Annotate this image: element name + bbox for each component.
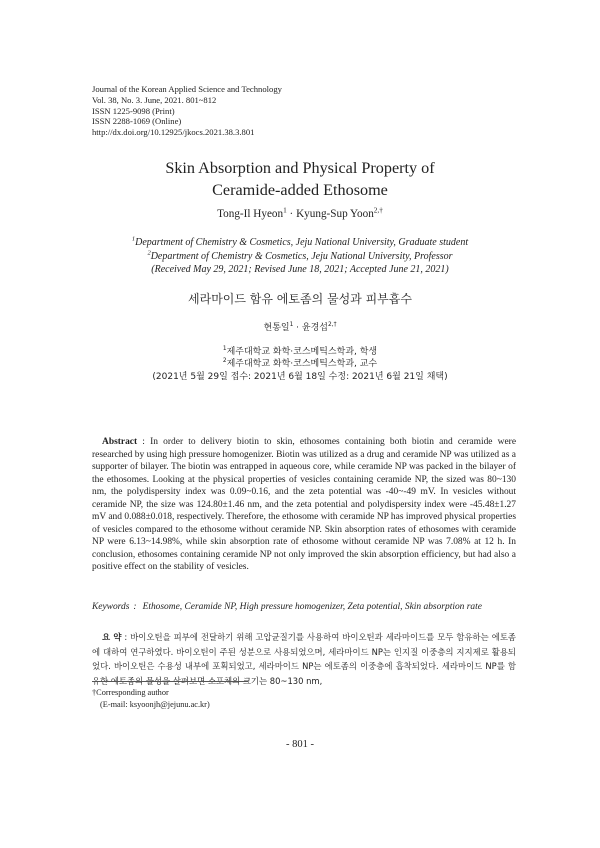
korean-author-1: 현통일	[263, 323, 290, 333]
keywords-text: Ethosome, Ceramide NP, High pressure homogenizer, Zeta potential, Skin absorption rate	[142, 602, 482, 612]
korean-author-2: 윤경섭	[301, 323, 328, 333]
author-list	[60, 208, 540, 220]
received-dates: (Received May 29, 2021; Revised June 18, 2021; Accepted June 21, 2021)	[151, 264, 449, 275]
affiliations	[60, 236, 540, 277]
footnote	[92, 687, 210, 711]
issn-print: ISSN 1225-9098 (Print)	[92, 105, 175, 116]
affiliation-2: $^2$Department of Chemistry & Cosmetics, Jeju National University, Professor	[147, 249, 453, 262]
abstract-text: In order to delivery biotin to skin, ethosomes containing both biotin and ceramide were researched by using high pressure homogenizer. Biotin was utilized as a drug and ceramide NP was utilized as a supporter of bilayer. The biotin was entrapped in aqueous core, while ceramide NP was packed in the bilayer of the ethosomes. Looking at the physical properties of vesicles containing ceramide NP, the sized was 80~130 nm, the polydispersity index was 0.09~0.16, and the zeta potential was -40~-49 mV. In vesicles without ceramide NP, the size was 124.80±1.46 nm, and the zeta potential and polydispersity index were -45.48±1.27 mV and 0.088±0.018, respectively. Therefore, the ethosome with ceramide NP has improved physical properties of vesicles compared to the ethosome without ceramide NP. Skin absorption rates of ethosomes with ceramide NP were 6.13~14.98%, while skin absorption rate of ethosome without ceramide NP was 7.08% at 12 h. In conclusion, ethosomes containing ceramide NP not only improved the skin absorption efficiency, but had also a positive effect on the stability of vesicles.	[92, 437, 517, 572]
journal-volume: Vol. 38, No. 3. June, 2021. 801~812	[92, 94, 217, 105]
footnote-divider	[92, 681, 248, 682]
corresponding-author-label: Corresponding author	[96, 688, 169, 697]
corresponding-email[interactable]: (E-mail: ksyoonjh@jejunu.ac.kr)	[100, 700, 210, 709]
abstract-label: Abstract	[102, 437, 138, 447]
author-2-affil-mark: 2,†	[373, 206, 383, 215]
korean-abstract: 요 약 : 바이오틴을 피부에 전달하기 위해 고압균질기를 사용하여 바이오틴과 세라마이드를 모두 함유하는 에토좀에 대하여 연구하였다. 바이오틴이 주된 성분으로 사용되었으며, 세라마이드 NP는 인지질 이중층의 지지제로 활용되었다. 바이오틴은 수용성 내부에 포획되었고, 세라마이드 NP는 에토좀의 이중층에 흡착되었다. 세라마이드 NP를 함유한 에토좀의 물성을 살펴보면 소포체의 크기는 80~130 nm,	[92, 632, 516, 686]
title-line-1: Skin Absorption and Physical Property of	[165, 159, 435, 177]
korean-title: 세라마이드 함유 에토좀의 물성과 피부흡수	[188, 292, 412, 306]
title-line-2: Ceramide-added Ethosome	[212, 180, 388, 199]
issn-online: ISSN 2288-1069 (Online)	[92, 116, 182, 127]
doi-link[interactable]: http://dx.doi.org/10.12925/jkocs.2021.38.3.801	[92, 127, 255, 138]
korean-affiliation-2: $^2$제주대학교 화학·코스메틱스학과, 교수	[222, 358, 378, 370]
journal-name: Journal of the Korean Applied Science and Technology	[92, 84, 282, 94]
author-1: Tong-Il Hyeon	[217, 208, 284, 220]
author-separator: ·	[286, 208, 297, 220]
affiliation-1: $^1$Department of Chemistry & Cosmetics, Jeju National University, Graduate student	[131, 235, 469, 248]
dagger-mark: †	[92, 688, 97, 697]
korean-abstract-label: 요 약	[102, 632, 122, 642]
korean-received-dates: (2021년 5월 29일 접수: 2021년 6월 18일 수정: 2021년 6월 21일 채택)	[152, 371, 448, 382]
keywords: Keywords : Ethosome, Ceramide NP, High pressure homogenizer, Zeta potential, Skin absorption rate	[92, 601, 516, 614]
korean-abstract-text: 바이오틴을 피부에 전달하기 위해 고압균질기를 사용하여 바이오틴과 세라마이드를 모두 함유하는 에토좀에 대하여 연구하였다. 바이오틴이 주된 성분으로 사용되었으며, 세라마이드 NP는 인지질 이중층의 지지제로 활용되었다. 바이오틴은 수용성 내부에 포획되었고, 세라마이드 NP는 에토좀의 이중층에 흡착되었다. 세라마이드 NP를 함유한 에토좀의 물성을 살펴보면 소포체의 크기는 80~130 nm,	[92, 632, 516, 686]
journal-header	[92, 84, 282, 138]
page-number: - 801 -	[286, 739, 314, 750]
author-2: Kyung-Sup Yoon	[296, 208, 374, 220]
author-1-affil-mark: 1	[283, 206, 287, 215]
korean-affiliation-1: $^1$제주대학교 화학·코스메틱스학과, 학생	[222, 346, 378, 357]
keywords-label: Keywords	[92, 602, 130, 612]
paper-title	[60, 158, 540, 201]
korean-affiliations	[60, 346, 540, 383]
korean-author-list: 현통일$^1$ · 윤경섭$^{2,\dagger}$	[263, 322, 337, 333]
abstract: Abstract : In order to delivery biotin to skin, ethosomes containing both biotin and ceramide were researched by using high pressure homogenizer. Biotin was utilized as a drug and ceramide NP was utilized as a supporter of bilayer. The biotin was entrapped in aqueous core, while ceramide NP was packed in the bilayer of the ethosomes. Looking at the physical properties of vesicles containing ceramide NP, the sized was 80~130 nm, the polydispersity index was 0.09~0.16, and the zeta potential was -40~-49 mV. In vesicles without ceramide NP, the size was 124.80±1.46 nm, and the zeta potential and polydispersity index were -45.48±1.27 mV and 0.088±0.018, respectively. Therefore, the ethosome with ceramide NP has improved physical properties of vesicles compared to the ethosome without ceramide NP. Skin absorption rates of ethosomes with ceramide NP were 6.13~14.98%, while skin absorption rate of ethosome without ceramide NP was 7.08% at 12 h. In conclusion, ethosomes containing ceramide NP not only improved the skin absorption efficiency, but had also a positive effect on the stability of vesicles.	[92, 437, 517, 572]
